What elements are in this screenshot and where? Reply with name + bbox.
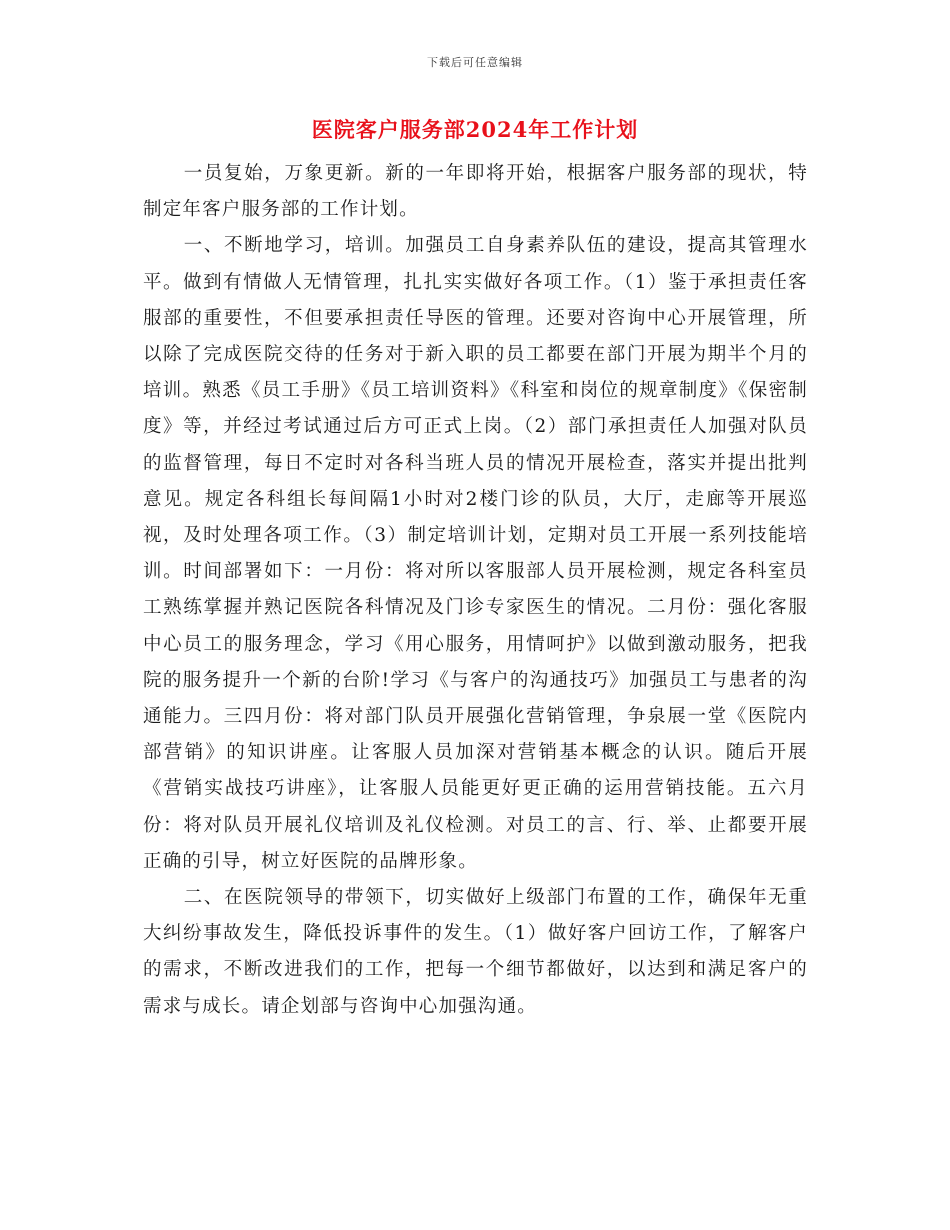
header-note: 下载后可任意编辑	[427, 56, 523, 69]
paragraph-section-two: 二、在医院领导的带领下，切实做好上级部门布置的工作，确保年无重大纠纷事故发生，降低投诉事件的发生。（1）做好客户回访工作，了解客户的需求，不断改进我们的工作，把每一个细节都做好，以达到和满足客户的需求与成长。请企划部与咨询中心加强沟通。	[143, 887, 808, 1017]
paragraph-intro: 一员复始，万象更新。新的一年即将开始，根据客户服务部的现状，特制定年客户服务部的工作计划。	[143, 163, 808, 221]
paragraph-section-one: 一、不断地学习，培训。加强员工自身素养队伍的建设，提高其管理水平。做到有情做人无情管理，扎扎实实做好各项工作。（1）鉴于承担责任客服部的重要性，不但要承担责任导医的管理。还要对咨询中心开展管理，所以除了完成医院交待的任务对于新入职的员工都要在部门开展为期半个月的培训。熟悉《员工手册》《员工培训资料》《科室和岗位的规章制度》《保密制度》等，并经过考试通过后方可正式上岗。（2）部门承担责任人加强对队员的监督管理，每日不定时对各科当班人员的情况开展检查，落实并提出批判意见。规定各科组长每间隔1小时对2楼门诊的队员，大厅，走廊等开展巡视，及时处理各项工作。（3）制定培训计划，定期对员工开展一系列技能培训。时间部署如下：一月份：将对所以客服部人员开展检测，规定各科室员工熟练掌握并熟记医院各科情况及门诊专家医生的情况。二月份：强化客服中心员工的服务理念，学习《用心服务，用情呵护》以做到激动服务，把我院的服务提升一个新的台阶!学习《与客户的沟通技巧》加强员工与患者的沟通能力。三四月份：将对部门队员开展强化营销管理，争泉展一堂《医院内部营销》的知识讲座。让客服人员加深对营销基本概念的认识。随后开展《营销实战技巧讲座》，让客服人员能更好更正确的运用营销技能。五六月份：将对队员开展礼仪培训及礼仪检测。对员工的言、行、举、止都要开展正确的引导，树立好医院的品牌形象。	[143, 235, 808, 872]
document-body	[143, 156, 808, 1025]
document-title: 医院客户服务部2024年工作计划	[311, 117, 639, 142]
